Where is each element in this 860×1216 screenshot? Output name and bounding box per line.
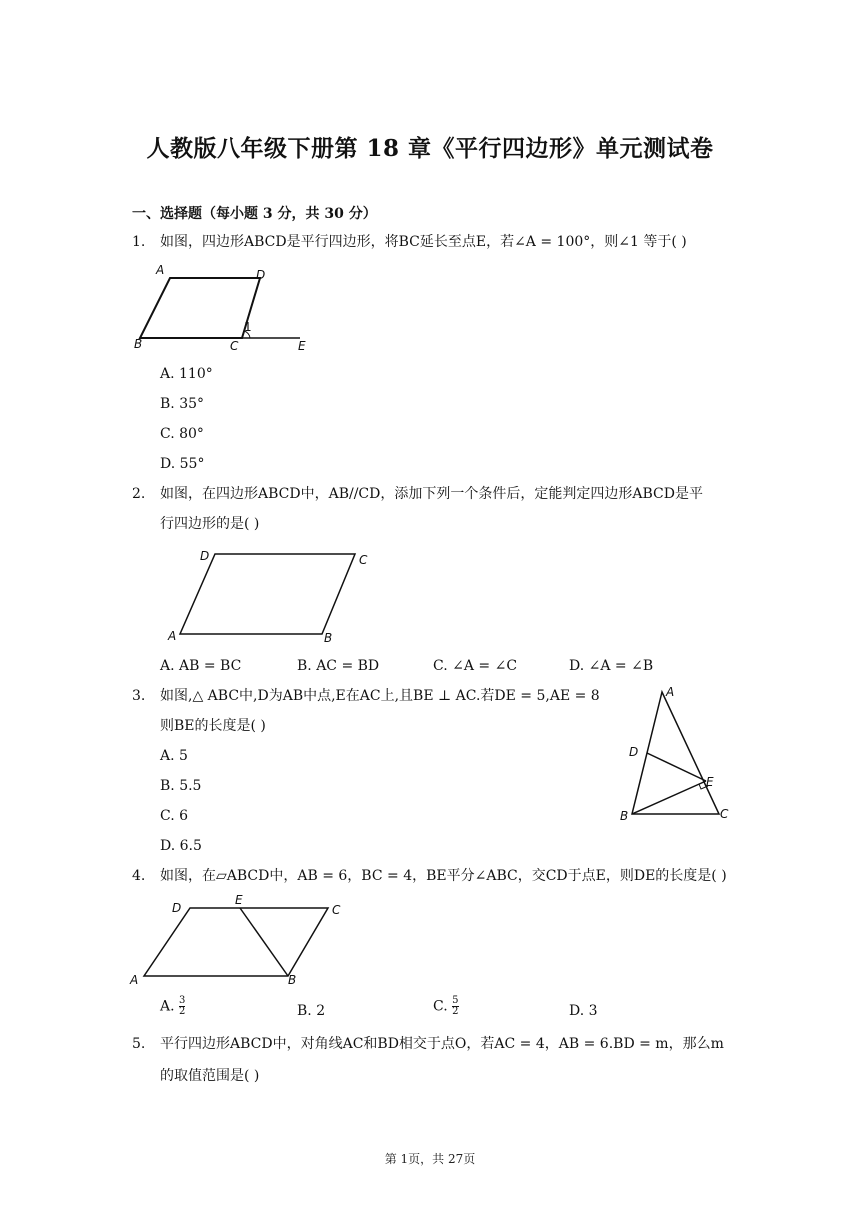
question-4-figure (128, 892, 358, 990)
label-B: B (324, 631, 333, 645)
question-4-text: 如图，在▱ABCD中，AB = 6，BC = 4，BE平分∠ABC，交CD于点E，则DE的长度是( ) (160, 868, 727, 884)
q4-option-c (433, 996, 459, 1017)
question-2-text-line2: 行四边形的是( ) (160, 516, 260, 532)
q2-option-a: A. AB = BC (160, 658, 242, 674)
label-C: C (359, 553, 368, 567)
question-1-number: 1. (132, 234, 146, 250)
label-D: D (200, 549, 210, 563)
question-2-figure (160, 542, 380, 650)
question-1-figure (130, 262, 330, 357)
question-5-number: 5. (132, 1036, 146, 1052)
q3-option-a: A. 5 (160, 748, 188, 764)
q3-option-b: B. 5.5 (160, 778, 202, 794)
label-A: A (168, 629, 177, 643)
q1-option-c: C. 80° (160, 426, 204, 442)
label-D: D (172, 901, 182, 915)
q4-option-b: B. 2 (297, 1003, 326, 1019)
q4-option-a (160, 996, 185, 1017)
q2-option-d: D. ∠A = ∠B (569, 658, 654, 674)
label-E: E (298, 339, 306, 353)
label-E: E (235, 893, 243, 907)
label-B: B (288, 973, 297, 987)
question-1-text: 如图，四边形ABCD是平行四边形，将BC延长至点E，若∠A = 100°，则∠1 等于( ) (160, 234, 687, 250)
q4-option-a-denominator: 2 (179, 1006, 186, 1017)
q4-option-c-denominator: 2 (452, 1006, 459, 1017)
q4-option-a-prefix: A. (160, 998, 175, 1015)
q4-option-c-fraction (452, 996, 458, 1017)
label-B: B (620, 809, 629, 823)
q1-option-d: D. 55° (160, 456, 205, 472)
q4-option-a-numerator: 3 (179, 995, 186, 1006)
q1-option-b: B. 35° (160, 396, 205, 412)
question-3-text-line2: 则BE的长度是( ) (160, 718, 266, 734)
question-5-text-line2: 的取值范围是( ) (160, 1068, 260, 1084)
label-A: A (666, 685, 675, 699)
page-footer: 第 1页，共 27页 (384, 1152, 476, 1166)
question-5-text-line1: 平行四边形ABCD中，对角线AC和BD相交于点O，若AC = 4，AB = 6.BD = m，那么m (160, 1036, 724, 1052)
question-4-number: 4. (132, 868, 146, 884)
question-3-figure (612, 682, 742, 824)
q2-option-b: B. AC = BD (297, 658, 380, 674)
label-C: C (332, 903, 341, 917)
q3-option-c: C. 6 (160, 808, 189, 824)
q3-option-d: D. 6.5 (160, 838, 202, 854)
label-A: A (130, 973, 139, 987)
question-2-number: 2. (132, 486, 146, 502)
q2-option-c: C. ∠A = ∠C (433, 658, 518, 674)
label-B: B (134, 337, 143, 351)
q1-option-a: A. 110° (160, 366, 213, 382)
label-D: D (629, 745, 639, 759)
question-3-text-line1: 如图,△ ABC中,D为AB中点,E在AC上,且BE ⊥ AC.若DE = 5,AE = 8 (160, 688, 600, 704)
section-heading: 一、选择题（每小题 3 分，共 30 分） (132, 206, 377, 222)
q4-option-a-fraction (179, 996, 185, 1017)
q4-option-c-prefix: C. (433, 998, 448, 1015)
q4-option-c-numerator: 5 (452, 995, 459, 1006)
label-E: E (706, 775, 714, 789)
q4-option-d: D. 3 (569, 1003, 598, 1019)
label-A: A (156, 263, 165, 277)
question-2-text-line1: 如图，在四边形ABCD中，AB//CD，添加下列一个条件后，定能判定四边形ABCD是平 (160, 486, 703, 502)
label-C: C (230, 339, 239, 353)
label-angle-1: 1 (244, 320, 252, 334)
label-C: C (720, 807, 729, 821)
label-D: D (256, 268, 266, 282)
page-title: 人教版八年级下册第 18 章《平行四边形》单元测试卷 (146, 135, 714, 162)
question-3-number: 3. (132, 688, 146, 704)
